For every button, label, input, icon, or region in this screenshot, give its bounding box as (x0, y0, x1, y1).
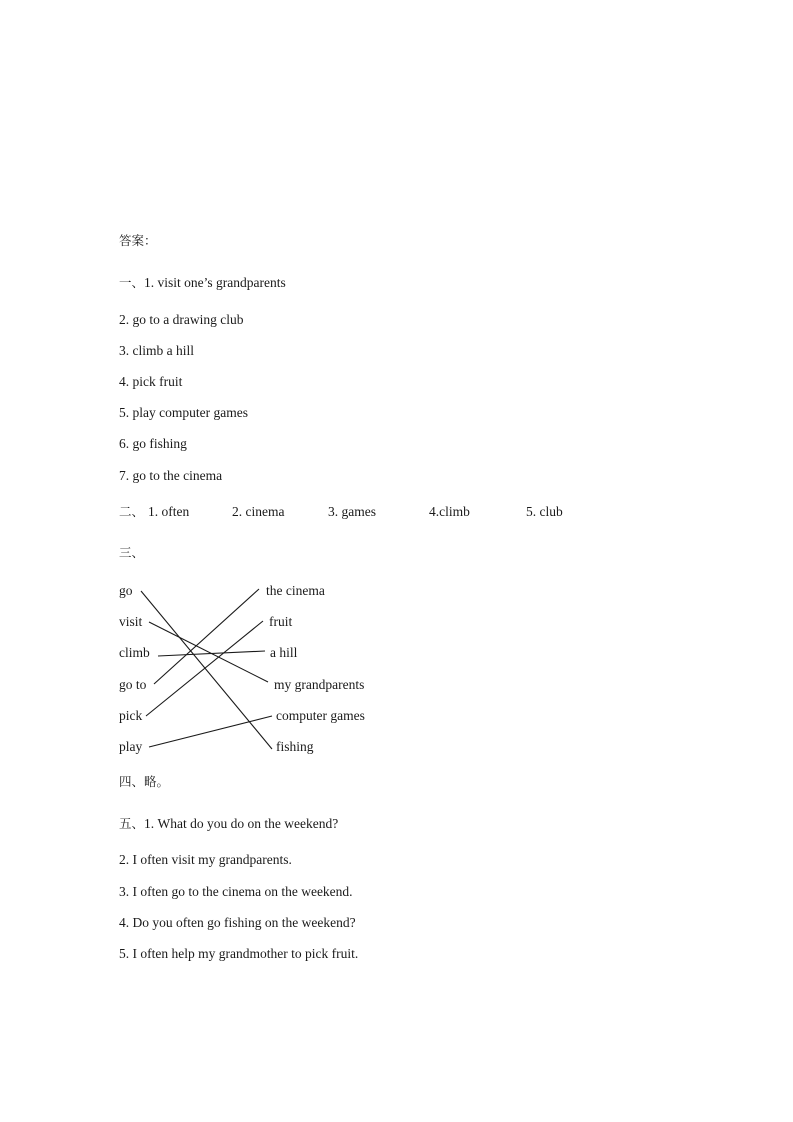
section1-item-3: 3. climb a hill (119, 343, 194, 358)
section1-item-1: 一、1. visit one’s grandparents (119, 275, 286, 290)
match-line-play-computer-games (149, 716, 272, 747)
match-left-play: play (119, 739, 143, 754)
match-line-climb-a-hill (158, 651, 265, 656)
section1-item-5: 5. play computer games (119, 405, 248, 420)
section2-label: 二、 (119, 504, 145, 519)
section1-label: 一、 (119, 275, 145, 290)
section2-item-1: 1. often (148, 504, 190, 519)
section5-label: 五、 (119, 816, 145, 831)
section2-item-5: 5. club (526, 504, 563, 519)
match-left-climb: climb (119, 645, 150, 660)
match-line-go-fishing (141, 591, 272, 749)
section1-item-2: 2. go to a drawing club (119, 312, 244, 327)
section5-item-4: 4. Do you often go fishing on the weekend? (119, 915, 356, 930)
match-line-pick-fruit (146, 621, 263, 716)
section3-label: 三、 (119, 545, 145, 560)
section5-item-3: 3. I often go to the cinema on the weekend. (119, 884, 353, 899)
match-left-go: go (119, 583, 133, 598)
match-left-go-to: go to (119, 677, 147, 692)
section4-row (119, 774, 169, 790)
match-right-fruit: fruit (269, 614, 293, 629)
match-left-pick: pick (119, 708, 143, 723)
match-right-computer-games: computer games (276, 708, 365, 723)
match-right-my-grandparents: my grandparents (274, 677, 365, 692)
section2-item-3: 3. games (328, 504, 376, 519)
section5-item-1: 五、1. What do you do on the weekend? (119, 816, 339, 831)
section4-label: 四、 (119, 774, 145, 789)
answer-heading: 答案： (119, 233, 157, 248)
match-right-the-cinema: the cinema (266, 583, 325, 598)
section1-item-7: 7. go to the cinema (119, 468, 223, 483)
match-right-fishing: fishing (276, 739, 314, 754)
section2-item-4: 4.climb (429, 504, 470, 519)
section5-item-2: 2. I often visit my grandparents. (119, 852, 292, 867)
section2-item-2: 2. cinema (232, 504, 285, 519)
section1-item-6: 6. go fishing (119, 436, 187, 451)
section5-item-5: 5. I often help my grandmother to pick fruit. (119, 946, 359, 961)
match-left-visit: visit (119, 614, 143, 629)
match-right-a-hill: a hill (270, 645, 298, 660)
section4-text: 略。 (144, 774, 170, 789)
section1-item-4: 4. pick fruit (119, 374, 183, 389)
